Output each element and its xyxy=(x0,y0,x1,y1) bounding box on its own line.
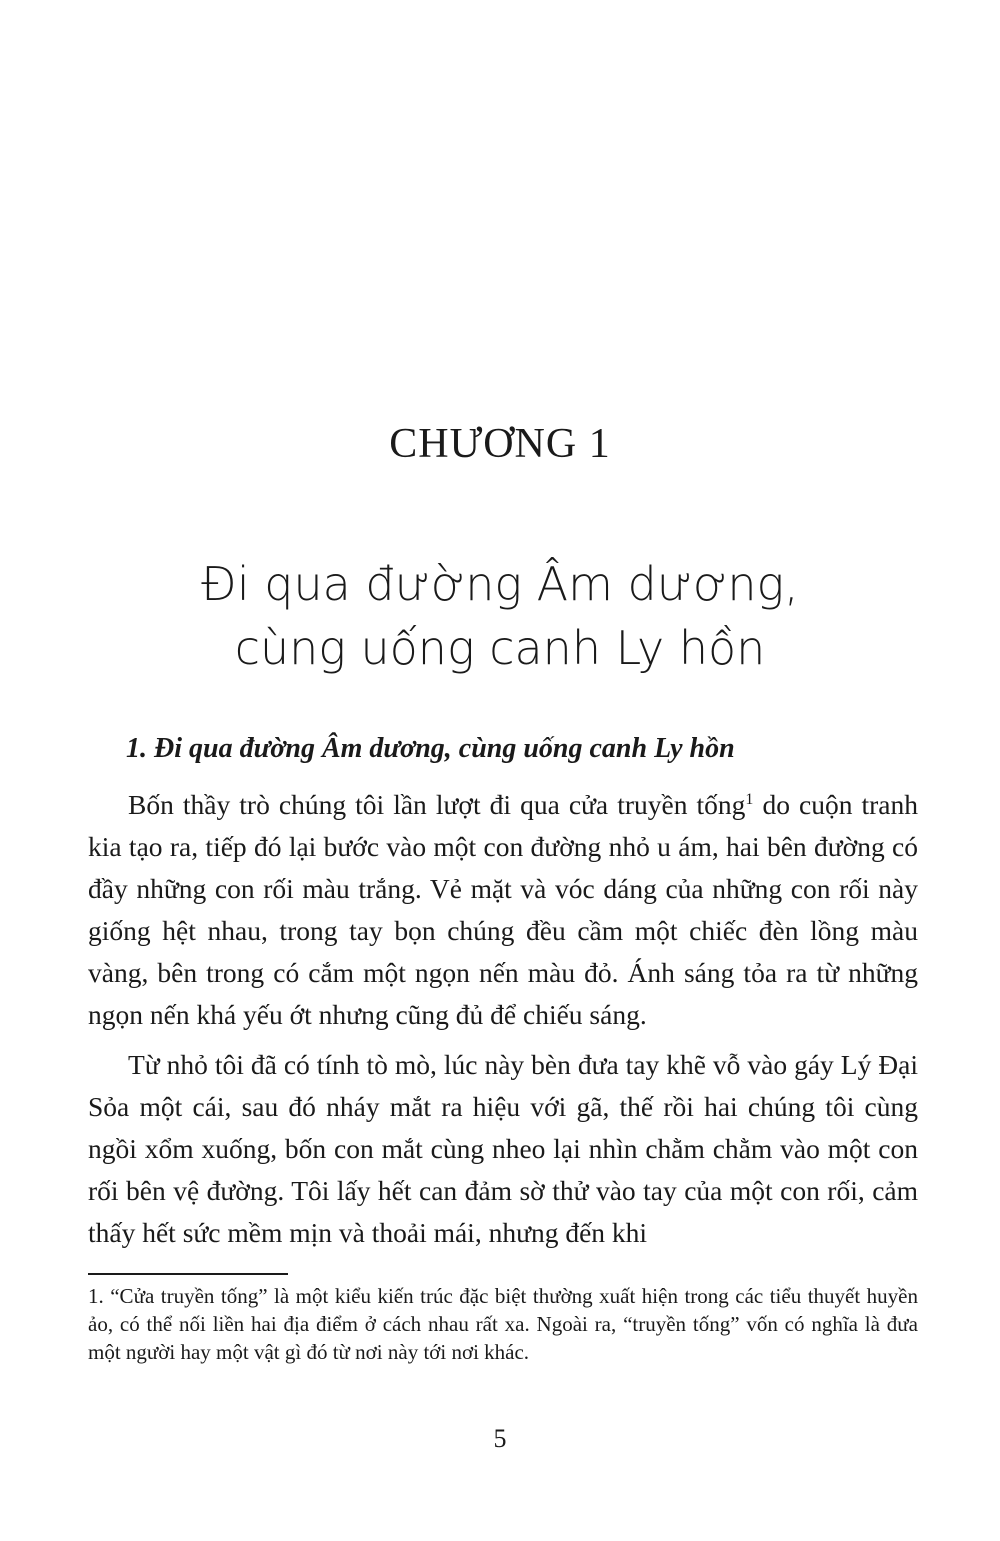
section-heading: 1. Đi qua đường Âm dương, cùng uống canh Ly hồn xyxy=(126,733,735,764)
paragraph-2: Từ nhỏ tôi đã có tính tò mò, lúc này bèn đưa tay khẽ vỗ vào gáy Lý Đại Sỏa một cái, sau đó nháy mắt ra hiệu với gã, thế rồi hai chúng tôi cùng ngồi xổm xuống, bốn con mắt cùng nheo lại nhìn chằm chằm vào một con rối bên vệ đường. Tôi lấy hết can đảm sờ thử vào tay của một con rối, cảm thấy hết sức mềm mịn và thoải mái, nhưng đến khi xyxy=(88,1049,918,1248)
paragraph-1 xyxy=(88,784,918,1036)
paragraph-1-part-2: do cuộn tranh kia tạo ra, tiếp đó lại bước vào một con đường nhỏ u ám, hai bên đường có đầy những con rối màu trắng. Vẻ mặt và vóc dáng của những con rối này giống hệt nhau, trong tay bọn chúng đều cầm một chiếc đèn lồng màu vàng, bên trong có cắm một ngọn nến màu đỏ. Ánh sáng tỏa ra từ những ngọn nến khá yếu ớt nhưng cũng đủ để chiếu sáng. xyxy=(88,789,918,1030)
page-number: 5 xyxy=(493,1424,507,1453)
footnote-reference[interactable]: 1 xyxy=(745,790,754,808)
chapter-title xyxy=(0,552,1000,680)
chapter-title-line-2: cùng uống canh Ly hồn xyxy=(234,621,766,675)
footnote: 1. “Cửa truyền tống” là một kiểu kiến trúc đặc biệt thường xuất hiện trong các tiểu thuyết huyền ảo, có thể nối liền hai địa điểm ở cách nhau rất xa. Ngoài ra, “truyền tống” vốn có nghĩa là đưa một người hay một vật gì đó từ nơi này tới nơi khác. xyxy=(88,1284,918,1364)
chapter-title-line-1: Đi qua đường Âm dương, xyxy=(201,557,799,611)
paragraph-1-part-1: Bốn thầy trò chúng tôi lần lượt đi qua cửa truyền tống xyxy=(128,789,746,820)
body-text xyxy=(88,784,918,1254)
footnote-divider xyxy=(88,1273,288,1275)
chapter-label: CHƯƠNG 1 xyxy=(389,421,611,467)
